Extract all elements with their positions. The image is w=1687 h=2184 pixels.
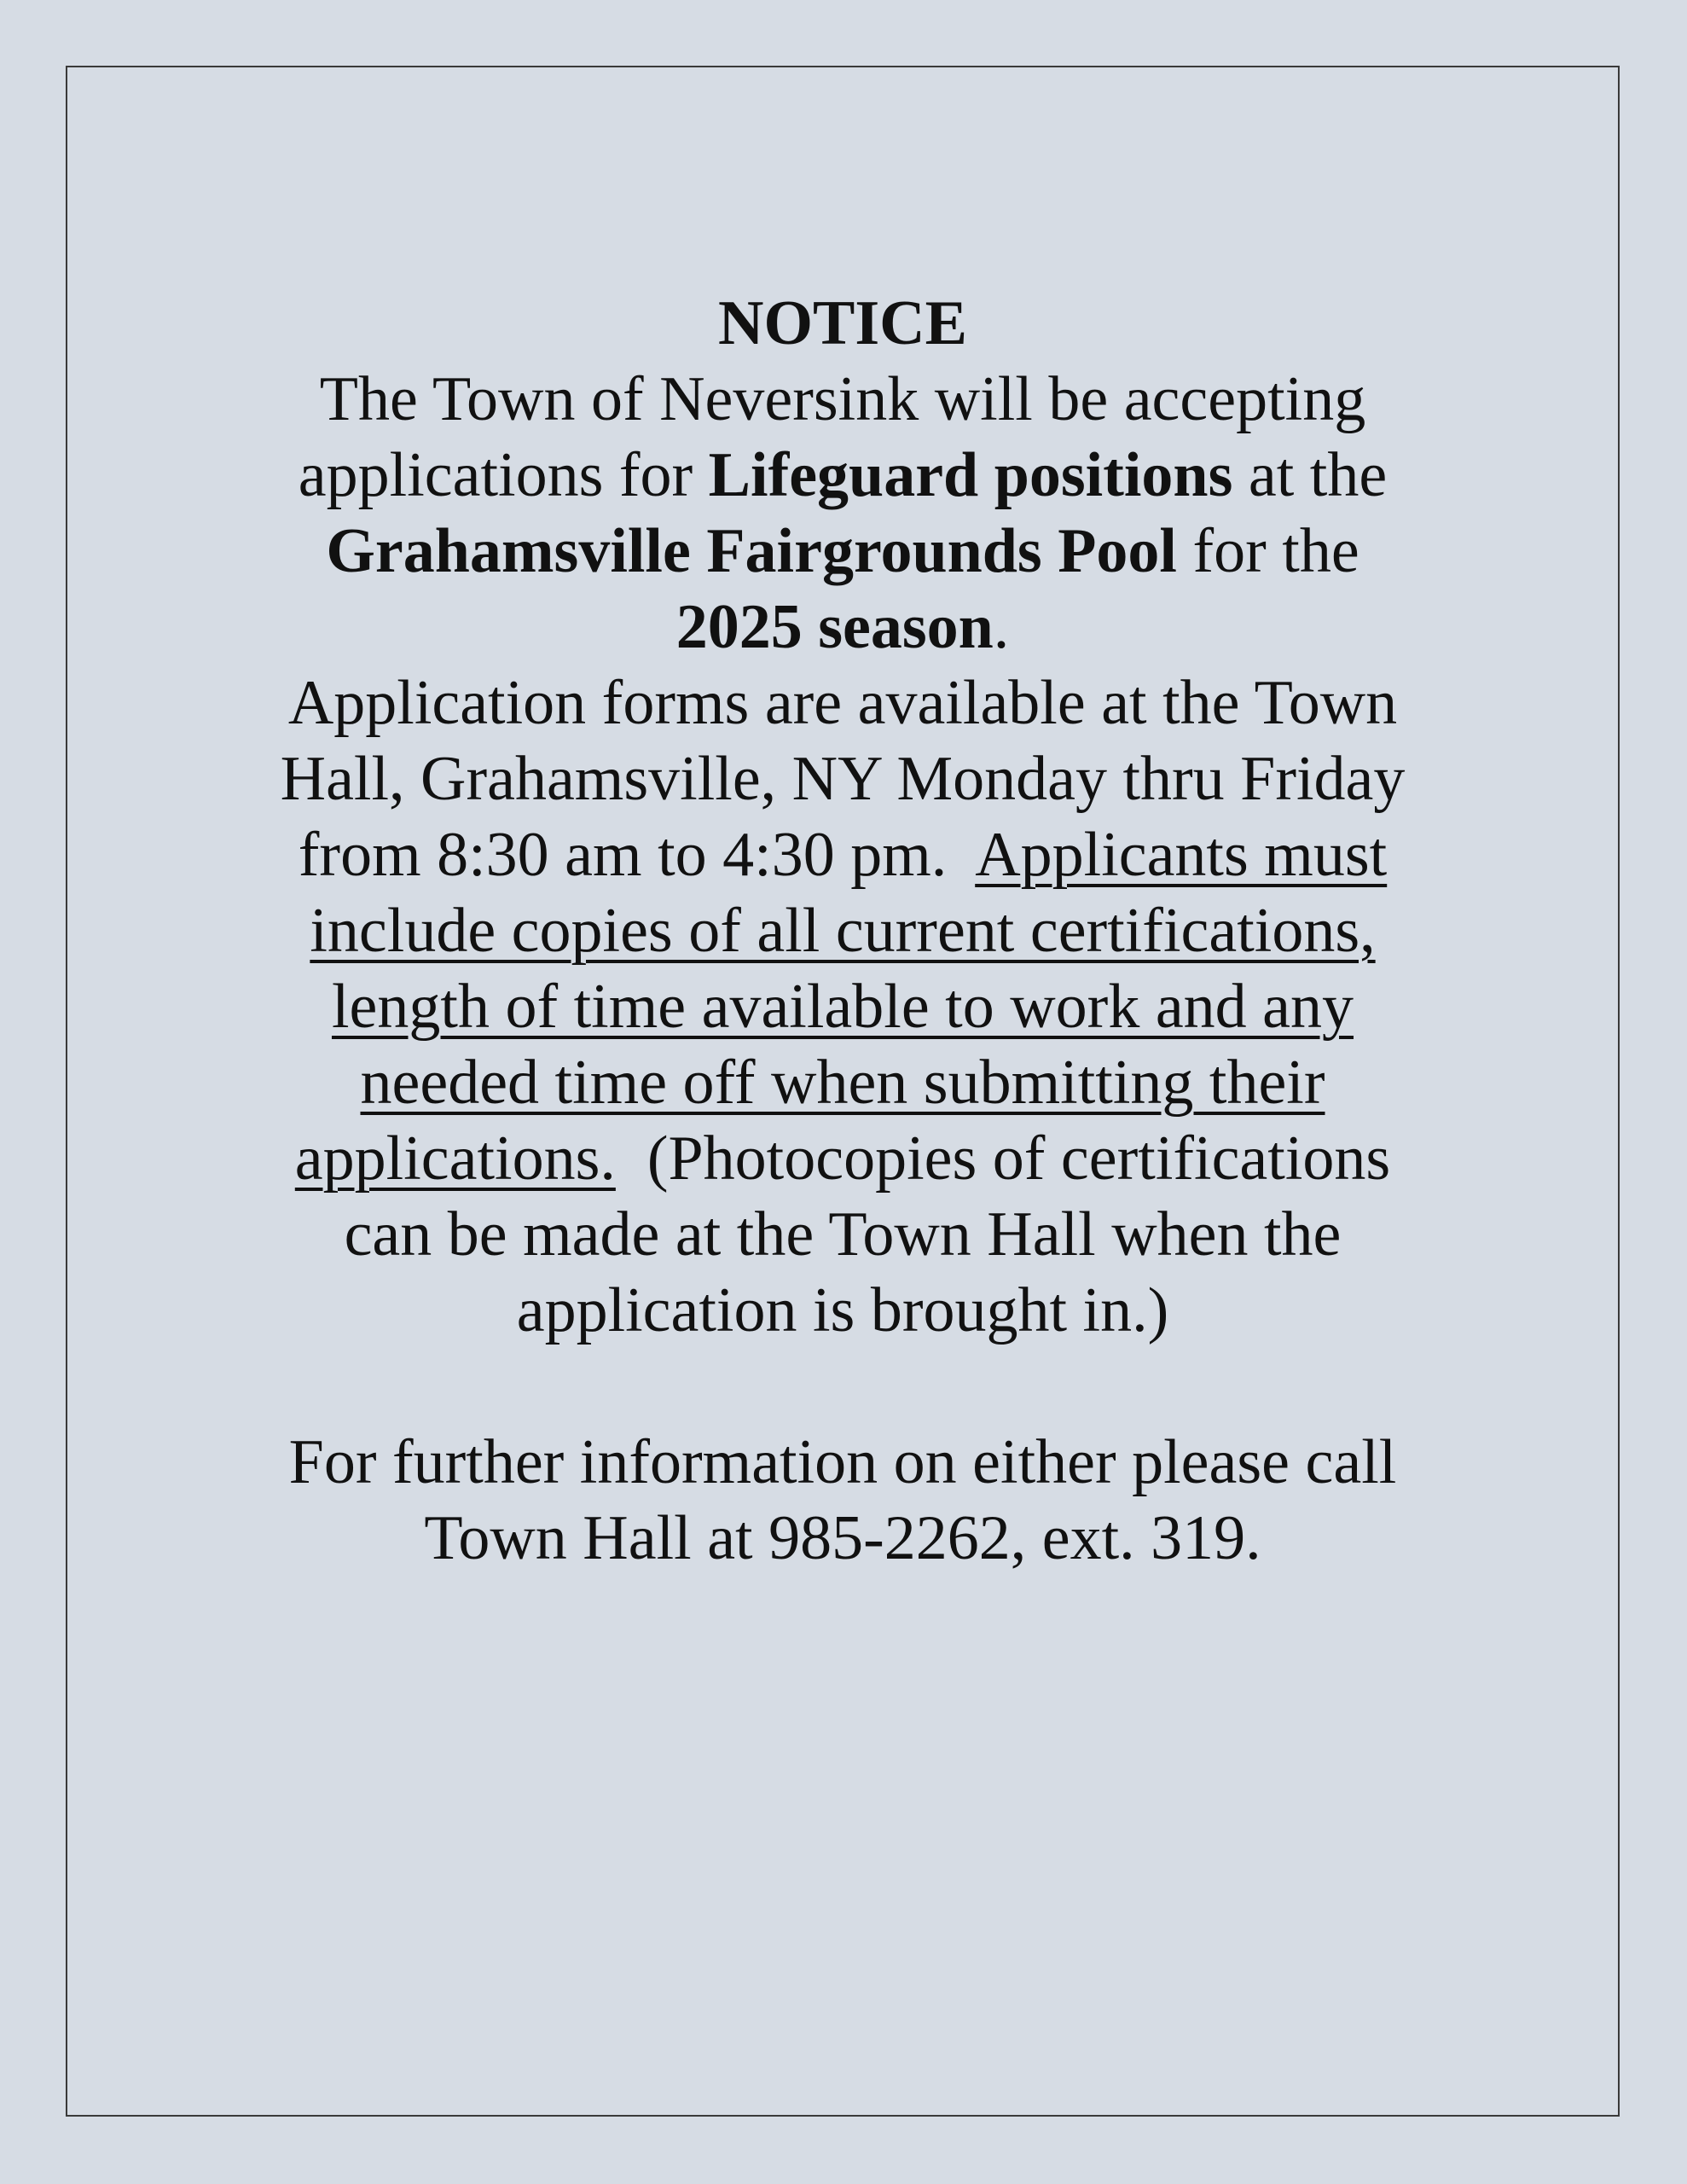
- requirements-text-3: length of time available to work and any: [331, 972, 1354, 1042]
- requirements-text-4: needed time off when submitting their: [360, 1048, 1325, 1118]
- line4-post: .: [993, 592, 1010, 662]
- requirements-text-5: applications.: [294, 1124, 616, 1194]
- line7-pre: from 8:30 am to 4:30 pm.: [298, 820, 976, 890]
- contact-line-1: For further information on either please call: [288, 1427, 1397, 1497]
- notice-line-11: [66, 1121, 1620, 1197]
- notice-line-10: [66, 1045, 1620, 1121]
- notice-line-8: [66, 893, 1620, 969]
- line11-post: (Photocopies of certifications: [615, 1124, 1391, 1194]
- notice-line-7: [66, 817, 1620, 893]
- notice-title: NOTICE: [718, 288, 967, 358]
- notice-line-5: Application forms are available at the Town: [287, 668, 1398, 738]
- notice-line-13: application is brought in.): [516, 1275, 1169, 1345]
- notice-line-2: [66, 438, 1620, 514]
- notice-line-3: [66, 514, 1620, 590]
- notice-line-4: [66, 590, 1620, 665]
- notice-line-1: The Town of Neversink will be accepting: [319, 364, 1366, 434]
- notice-line-6: Hall, Grahamsville, NY Monday thru Friday: [280, 744, 1406, 814]
- notice-body: [66, 286, 1620, 1577]
- lifeguard-positions-text: Lifeguard positions: [708, 440, 1233, 510]
- notice-line-9: [66, 969, 1620, 1045]
- notice-line-12: can be made at the Town Hall when the: [344, 1199, 1342, 1269]
- pool-name-text: Grahamsville Fairgrounds Pool: [326, 516, 1177, 586]
- requirements-text-2: include copies of all current certifications,: [310, 896, 1376, 966]
- requirements-text-1: Applicants must: [975, 820, 1388, 890]
- line3-post: for the: [1176, 516, 1359, 586]
- season-text: 2025 season: [675, 592, 994, 662]
- line2-post: at the: [1232, 440, 1388, 510]
- line2-pre: applications for: [298, 440, 709, 510]
- paragraph-spacer: [66, 1349, 1620, 1425]
- contact-line-2: Town Hall at 985-2262, ext. 319.: [424, 1503, 1261, 1573]
